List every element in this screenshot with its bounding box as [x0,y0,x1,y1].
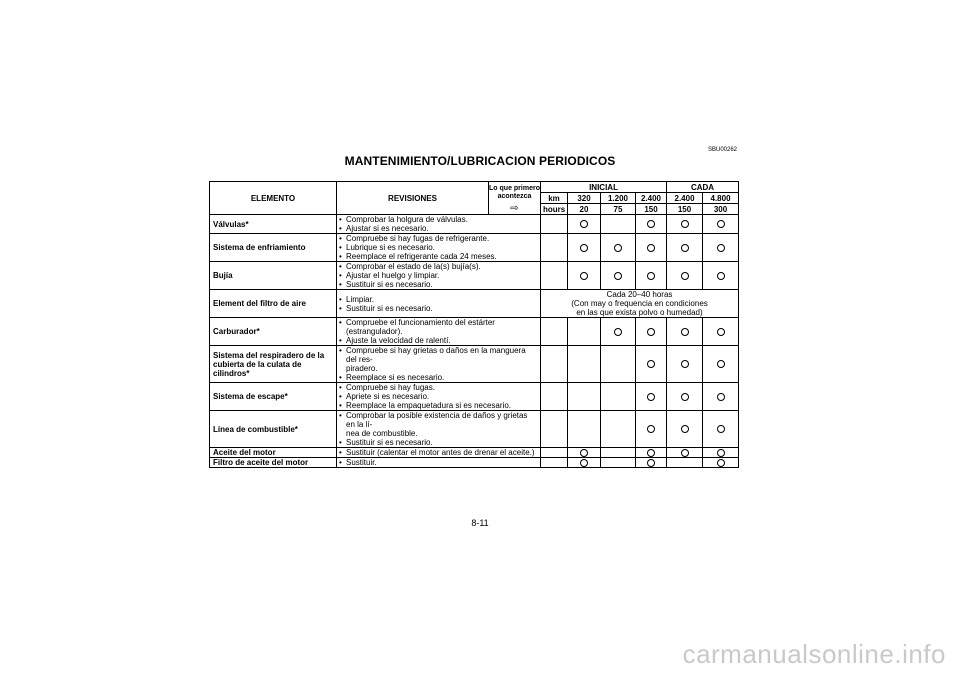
interval-cell [636,458,667,468]
header-lo-que-primero: Lo que primero acontezca [489,182,541,204]
page-number: 8-11 [471,518,489,528]
interval-cell [568,262,601,290]
interval-cell [601,383,636,411]
revision-item: • Lubrique si es necesario. [339,243,538,252]
row-revisiones [337,215,541,234]
header-km-value: 1.200 [601,193,636,204]
circle-mark-icon [614,272,622,280]
revision-item: piradero. [346,364,378,373]
circle-mark-icon [580,449,588,457]
row-elemento: Línea de combustible* [210,411,337,448]
row-elemento: Sistema de escape* [210,383,337,411]
revision-item: • Comprobar la posible existencia de daños y grietas en la lí- [339,411,538,429]
interval-cell [703,215,739,234]
revision-item: • Compruebe si hay fugas. [339,383,538,392]
circle-mark-icon [717,272,725,280]
revision-item: • Reemplace la empaquetadura si es necesario. [339,401,538,410]
interval-cell [703,346,739,383]
interval-cell [601,346,636,383]
interval-cell [601,234,636,262]
table-row [210,383,739,411]
table-row [210,318,739,346]
row-revisiones [337,411,541,448]
interval-note-line: Cada 20–40 horas [606,290,673,299]
row-revisiones [337,318,541,346]
row-revisiones [337,458,541,468]
table-row [210,262,739,290]
revision-item: • Ajustar si es necesario. [339,224,538,233]
revision-item: nea de combustible. [346,429,418,438]
interval-cell [667,318,703,346]
interval-cell [667,383,703,411]
circle-mark-icon [681,220,689,228]
circle-mark-icon [717,459,725,467]
row-revisiones [337,448,541,458]
header-inicial: INICIAL [541,182,667,193]
row-elemento: Filtro de aceite del motor [210,458,337,468]
table-row [210,411,739,448]
header-km-value: 4.800 [703,193,739,204]
circle-mark-icon [647,328,655,336]
interval-cell [568,383,601,411]
interval-cell [601,411,636,448]
interval-cell [703,262,739,290]
row-elemento: Sistema del respiradero de la cubierta de la culata de cilindros* [210,346,337,383]
interval-cell [636,383,667,411]
revision-item: • Compruebe si hay fugas de refrigerante. [339,234,538,243]
row-elemento: Bujía [210,262,337,290]
circle-mark-icon [614,244,622,252]
revision-item: • Sustituir si es necesario. [339,304,538,313]
circle-mark-icon [580,272,588,280]
circle-mark-icon [681,449,689,457]
revision-item: • Sustituir. [339,458,538,467]
interval-note-line: (Con may o frequencia en condiciones [571,299,708,308]
interval-cell [568,411,601,448]
table-row [210,234,739,262]
right-arrow-icon: ⇨ [489,204,541,215]
header-km-label: km [541,193,568,204]
revision-item: • Ajuste la velocidad de ralentí. [339,336,538,345]
interval-cell [703,234,739,262]
interval-cell [568,215,601,234]
interval-cell [636,318,667,346]
interval-cell [568,234,601,262]
row-elemento: Element del filtro de aire [210,290,337,318]
revision-item: • Sustituir (calentar el motor antes de drenar el aceite.) [339,448,538,457]
header-km-value: 2.400 [667,193,703,204]
circle-mark-icon [717,220,725,228]
interval-cell [667,458,703,468]
interval-cell [601,448,636,458]
label-spacer-cell [541,448,568,458]
label-spacer-cell [541,458,568,468]
interval-cell [568,458,601,468]
revision-item: • Sustituir si es necesario. [339,280,538,289]
row-elemento: Sistema de enfriamiento [210,234,337,262]
interval-note [541,290,739,318]
revision-item: • Comprobar el estado de la(s) bujía(s). [339,262,538,271]
header-hours-value: 150 [667,204,703,215]
interval-cell [667,346,703,383]
revision-item: • Reemplace si es necesario. [339,373,538,382]
revision-item: • Compruebe si hay grietas o daños en la manguera del res- [339,346,538,364]
table-row [210,290,739,318]
circle-mark-icon [717,425,725,433]
row-elemento: Válvulas* [210,215,337,234]
interval-cell [703,448,739,458]
row-elemento: Carburador* [210,318,337,346]
revision-item: • Reemplace el refrigerante cada 24 meses. [339,252,538,261]
interval-cell [601,262,636,290]
table-row [210,458,739,468]
circle-mark-icon [647,449,655,457]
interval-cell [667,215,703,234]
header-elemento: ELEMENTO [210,182,337,215]
table-row [210,346,739,383]
label-spacer-cell [541,411,568,448]
interval-note-line: en las que exista polvo o humedad) [576,308,703,317]
row-revisiones [337,262,541,290]
label-spacer-cell [541,262,568,290]
circle-mark-icon [681,244,689,252]
circle-mark-icon [681,425,689,433]
interval-cell [636,448,667,458]
interval-cell [636,346,667,383]
interval-cell [636,215,667,234]
header-revisiones: REVISIONES [337,182,489,215]
label-spacer-cell [541,383,568,411]
header-cada: CADA [667,182,739,193]
circle-mark-icon [647,360,655,368]
label-spacer-cell [541,346,568,383]
circle-mark-icon [647,393,655,401]
header-hours-value: 150 [636,204,667,215]
row-elemento: Aceite del motor [210,448,337,458]
circle-mark-icon [580,220,588,228]
header-km-value: 320 [568,193,601,204]
circle-mark-icon [717,449,725,457]
header-hours-value: 300 [703,204,739,215]
row-revisiones [337,290,541,318]
circle-mark-icon [647,220,655,228]
interval-cell [667,411,703,448]
header-km-value: 2.400 [636,193,667,204]
interval-cell [568,448,601,458]
circle-mark-icon [717,244,725,252]
circle-mark-icon [681,393,689,401]
interval-cell [703,318,739,346]
label-spacer-cell [541,234,568,262]
circle-mark-icon [681,272,689,280]
revision-item: • Ajustar el huelgo y limpiar. [339,271,538,280]
watermark: carmanualsonline.info [682,639,946,669]
interval-cell [601,215,636,234]
circle-mark-icon [647,272,655,280]
interval-cell [703,411,739,448]
label-spacer-cell [541,215,568,234]
document-code: SBU00262 [708,147,738,153]
page-title: MANTENIMIENTO/LUBRICACION PERIODICOS [344,154,616,168]
interval-cell [636,411,667,448]
revision-item: • Sustituir si es necesario. [339,438,538,447]
interval-cell [568,346,601,383]
revision-item: • Apriete si es necesario. [339,392,538,401]
maintenance-table [209,181,739,468]
revision-item: • Limpiar. [339,295,538,304]
table-row [210,448,739,458]
circle-mark-icon [681,328,689,336]
interval-cell [636,262,667,290]
circle-mark-icon [717,360,725,368]
circle-mark-icon [681,360,689,368]
interval-cell [703,383,739,411]
revision-item: • Comprobar la holgura de válvulas. [339,215,538,224]
circle-mark-icon [614,328,622,336]
label-spacer-cell [541,318,568,346]
header-hours-value: 75 [601,204,636,215]
row-revisiones [337,383,541,411]
circle-mark-icon [580,459,588,467]
header-hours-value: 20 [568,204,601,215]
interval-cell [601,318,636,346]
circle-mark-icon [717,328,725,336]
table-row [210,215,739,234]
circle-mark-icon [647,425,655,433]
interval-cell [703,458,739,468]
header-hours-label: hours [541,204,568,215]
interval-cell [568,318,601,346]
row-revisiones [337,346,541,383]
interval-cell [667,262,703,290]
row-revisiones [337,234,541,262]
circle-mark-icon [717,393,725,401]
circle-mark-icon [580,244,588,252]
interval-cell [601,458,636,468]
circle-mark-icon [647,244,655,252]
interval-cell [636,234,667,262]
revision-item: • Compruebe el funcionamiento del estárter (estrangulador). [339,318,538,336]
interval-cell [667,448,703,458]
circle-mark-icon [647,459,655,467]
interval-cell [667,234,703,262]
